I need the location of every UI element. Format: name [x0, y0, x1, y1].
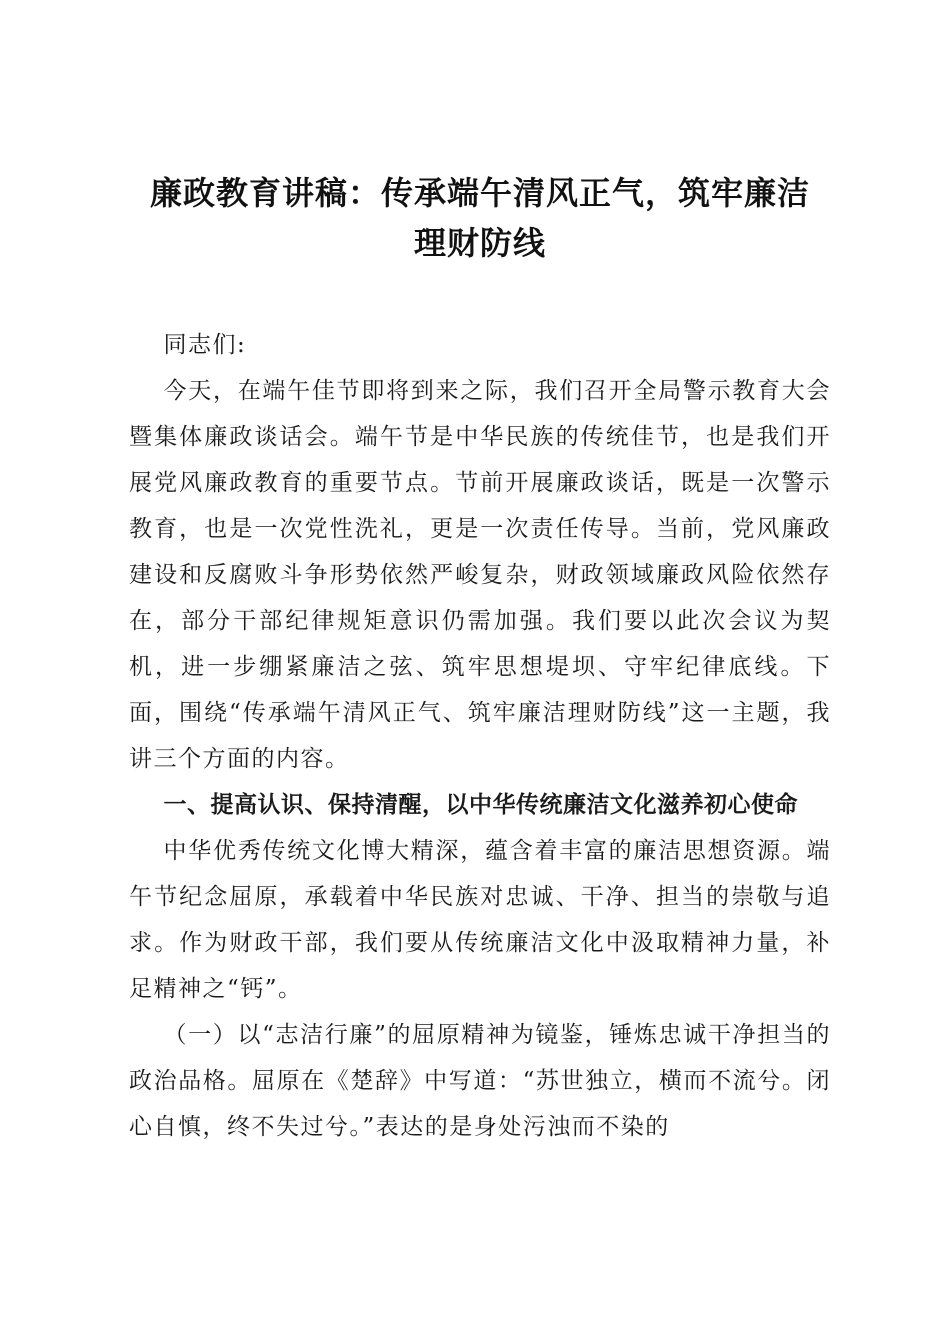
title-line-1: 廉政教育讲稿：传承端午清风正气，筑牢廉洁 — [149, 174, 810, 212]
salutation: 同志们: — [163, 332, 247, 358]
title-line-2: 理财防线 — [413, 224, 546, 262]
paragraph-section-1: 中华优秀传统文化博大精深，蕴含着丰富的廉洁思想资源。端午节纪念屈原，承载着中华民族对忠诚、干净、担当的崇敬与追求。作为财政干部，我们要从传统廉洁文化中汲取精神力量，补足精神之“钙”。 — [129, 838, 831, 1002]
document-title — [120, 168, 840, 268]
paragraph-subsection-1: （一）以“志洁行廉”的屈原精神为镜鉴，锤炼忠诚干净担当的政治品格。屈原在《楚辞》中写道：“苏世独立，横而不流兮。闭心自慎，终不失过兮。”表达的是身处污浊而不染的 — [129, 1022, 831, 1140]
section-heading-1: 一、提高认识、保持清醒，以中华传统廉洁文化滋养初心使命 — [163, 792, 798, 818]
paragraph-intro: 今天，在端午佳节即将到来之际，我们召开全局警示教育大会暨集体廉政谈话会。端午节是中华民族的传统佳节，也是我们开展党风廉政教育的重要节点。节前开展廉政谈话，既是一次警示教育，也是一次党性洗礼，更是一次责任传导。当前，党风廉政建设和反腐败斗争形势依然严峻复杂，财政领域廉政风险依然存在，部分干部纪律规矩意识仍需加强。我们要以此次会议为契机，进一步绷紧廉洁之弦、筑牢思想堤坝、守牢纪律底线。下面，围绕“传承端午清风正气、筑牢廉洁理财防线”这一主题，我讲三个方面的内容。 — [129, 378, 831, 772]
document-body — [129, 322, 831, 1150]
